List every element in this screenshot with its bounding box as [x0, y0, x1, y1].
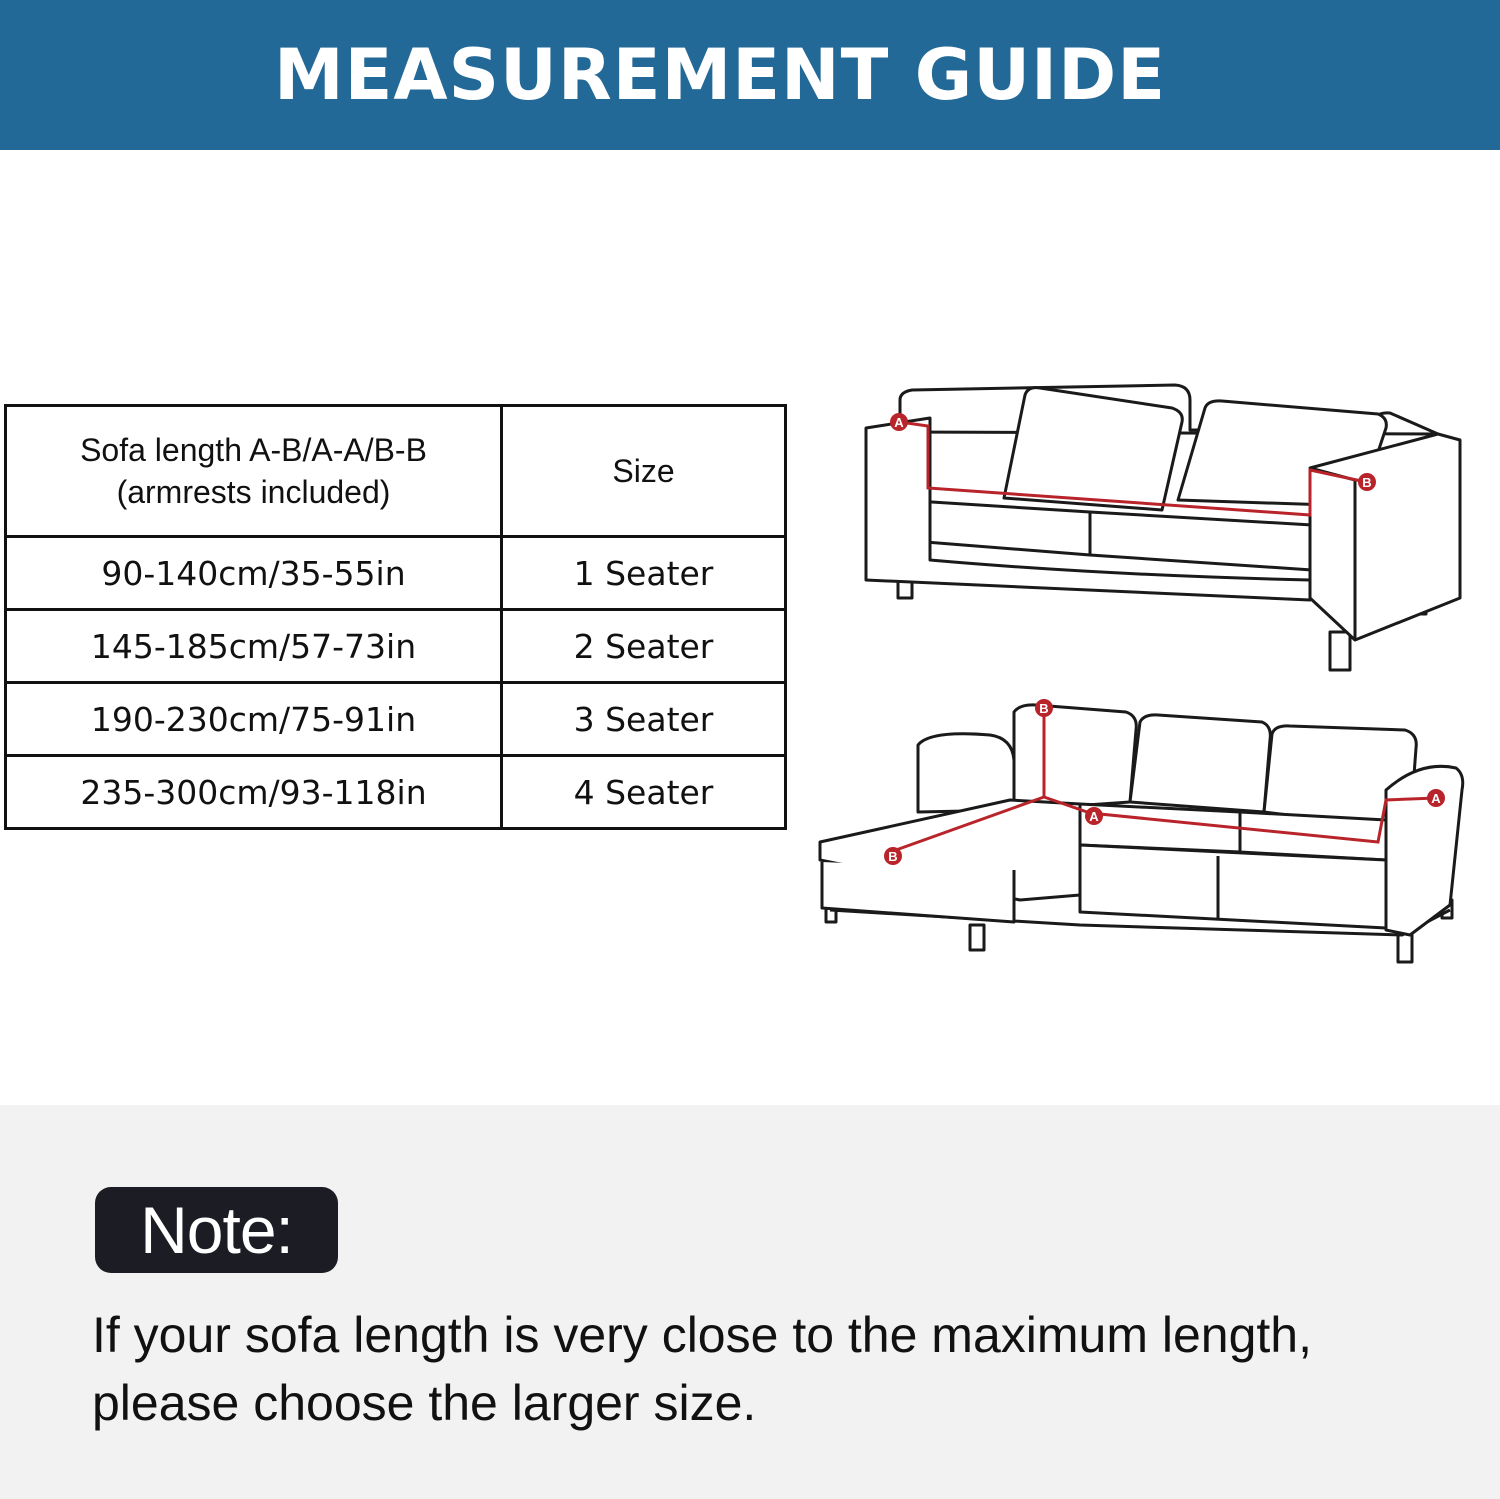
header-size: Size	[502, 406, 786, 537]
header-sofa-length-main: Sofa length A-B/A-A/B-B	[80, 432, 427, 468]
table-row	[6, 610, 786, 683]
cell-size: 2 Seater	[502, 610, 786, 683]
cell-size: 4 Seater	[502, 756, 786, 829]
table-header-row	[6, 406, 786, 537]
svg-text:A: A	[894, 415, 904, 430]
sectional-marker-b-left	[884, 847, 902, 865]
size-table	[4, 404, 787, 830]
cell-length: 235-300cm/93-118in	[6, 756, 502, 829]
sofa-illustrations	[805, 370, 1485, 970]
cell-size: 1 Seater	[502, 537, 786, 610]
header-sofa-length-sub: (armrests included)	[116, 474, 391, 510]
sectional-marker-a-right	[1427, 789, 1445, 807]
page-title: MEASUREMENT GUIDE	[273, 34, 1167, 116]
svg-text:B: B	[888, 849, 898, 864]
note-line-1: If your sofa length is very close to the maximum length,	[92, 1307, 1312, 1363]
sectional-marker-b-top	[1035, 699, 1053, 717]
sofa-marker-b	[1358, 473, 1376, 491]
svg-text:B: B	[1362, 475, 1372, 490]
note-label: Note:	[140, 1193, 293, 1267]
svg-text:A: A	[1089, 809, 1099, 824]
note-badge	[95, 1187, 338, 1273]
sofa-marker-a	[890, 413, 908, 431]
table-row	[6, 756, 786, 829]
cell-length: 145-185cm/57-73in	[6, 610, 502, 683]
table-row	[6, 683, 786, 756]
header-sofa-length	[6, 406, 502, 537]
svg-text:A: A	[1431, 791, 1441, 806]
svg-text:B: B	[1039, 701, 1049, 716]
sectional-marker-a-middle	[1085, 807, 1103, 825]
sectional-sofa-icon	[820, 705, 1463, 962]
cell-size: 3 Seater	[502, 683, 786, 756]
note-panel	[0, 1105, 1500, 1499]
cell-length: 190-230cm/75-91in	[6, 683, 502, 756]
note-text	[92, 1301, 1472, 1437]
table-row	[6, 537, 786, 610]
cell-length: 90-140cm/35-55in	[6, 537, 502, 610]
note-line-2: please choose the larger size.	[92, 1375, 757, 1431]
header-banner	[0, 0, 1500, 150]
sofa-icon	[866, 385, 1460, 670]
